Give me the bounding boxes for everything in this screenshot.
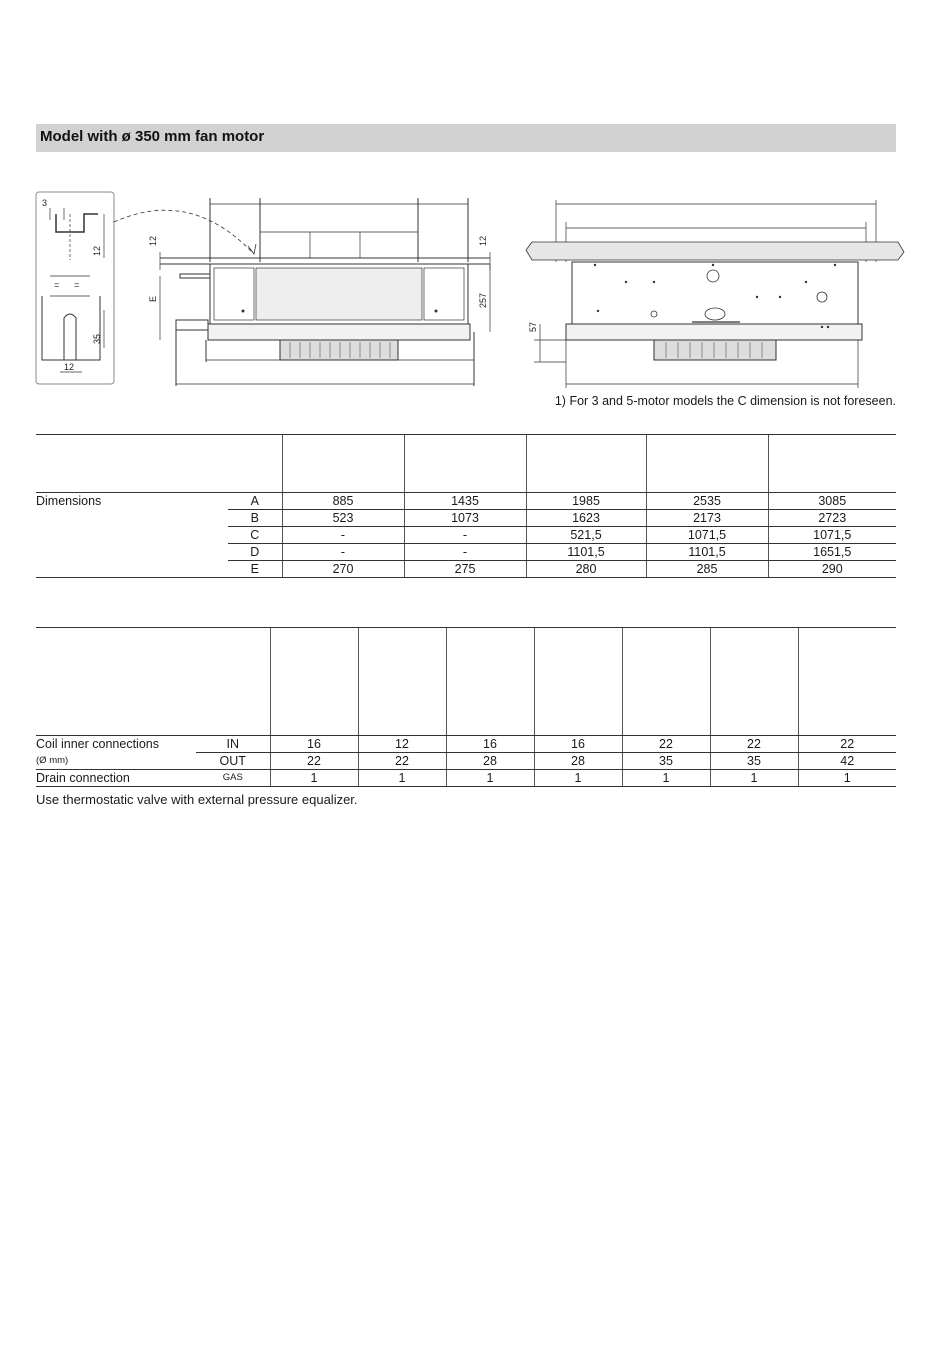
table-cell: -	[404, 544, 526, 561]
table-cell: 1071,5	[646, 527, 768, 544]
table-cell: 1651,5	[768, 544, 896, 561]
table-cell: -	[404, 527, 526, 544]
row-key: C	[228, 527, 282, 544]
table-row	[36, 510, 896, 527]
table-cell: 2723	[768, 510, 896, 527]
table-cell: 2535	[646, 493, 768, 510]
row-key: OUT	[196, 753, 270, 770]
table-cell: 22	[798, 736, 896, 753]
row-key: E	[228, 561, 282, 578]
table-cell: 1073	[404, 510, 526, 527]
dim-e: E	[148, 295, 158, 302]
table-cell: 1	[446, 770, 534, 787]
dim-257: 257	[478, 292, 488, 308]
table-cell: 1	[710, 770, 798, 787]
table-cell: 1101,5	[646, 544, 768, 561]
table-cell: 12	[358, 736, 446, 753]
dimensions-table	[36, 434, 896, 578]
table-cell: 22	[710, 736, 798, 753]
table-row	[36, 561, 896, 578]
row-key: GAS	[196, 770, 270, 787]
connections-table	[36, 627, 896, 787]
table-cell: 280	[526, 561, 646, 578]
valve-note: Use thermostatic valve with external pressure equalizer.	[36, 792, 358, 807]
table-cell: 28	[534, 753, 622, 770]
footnote: 1) For 3 and 5-motor models the C dimension is not foreseen.	[554, 394, 896, 408]
table-row	[36, 736, 896, 753]
table-cell: 16	[270, 736, 358, 753]
diameter-unit-label: (Ø mm)	[36, 753, 196, 770]
dim-12-left: 12	[148, 235, 158, 246]
dim-35: 35	[92, 333, 102, 344]
drain-connection-label: Drain connection	[36, 770, 196, 787]
table-row	[36, 753, 896, 770]
table-cell: 35	[710, 753, 798, 770]
table-cell: -	[282, 544, 404, 561]
dim-eq-2: =	[74, 280, 80, 290]
table-cell: 523	[282, 510, 404, 527]
table-cell: 275	[404, 561, 526, 578]
table-cell: 42	[798, 753, 896, 770]
table-cell: 28	[446, 753, 534, 770]
technical-drawing	[0, 0, 950, 420]
table-cell: 885	[282, 493, 404, 510]
dimensions-label: Dimensions	[36, 494, 102, 509]
dim-12-bottom: 12	[64, 362, 75, 372]
table-cell: -	[282, 527, 404, 544]
dimensions-header-row	[36, 435, 896, 493]
row-key: IN	[196, 736, 270, 753]
row-key: D	[228, 544, 282, 561]
table-cell: 1	[798, 770, 896, 787]
table-cell: 22	[270, 753, 358, 770]
table-cell: 290	[768, 561, 896, 578]
dim-3: 3	[42, 198, 48, 208]
table-row	[36, 544, 896, 561]
table-cell: 16	[534, 736, 622, 753]
section-title: Model with ø 350 mm fan motor	[40, 128, 265, 145]
table-cell: 2173	[646, 510, 768, 527]
dim-12-inset: 12	[92, 245, 102, 256]
table-row	[36, 527, 896, 544]
table-cell: 1	[270, 770, 358, 787]
row-key: A	[228, 493, 282, 510]
table-cell: 35	[622, 753, 710, 770]
table-cell: 1623	[526, 510, 646, 527]
coil-connections-label: Coil inner connections	[36, 737, 159, 752]
table-cell: 3085	[768, 493, 896, 510]
table-cell: 1	[534, 770, 622, 787]
table-cell: 521,5	[526, 527, 646, 544]
table-cell: 1101,5	[526, 544, 646, 561]
dim-eq-1: =	[54, 280, 60, 290]
table-cell: 16	[446, 736, 534, 753]
table-cell: 1435	[404, 493, 526, 510]
table-cell: 1985	[526, 493, 646, 510]
table-cell: 1	[622, 770, 710, 787]
table-row	[36, 770, 896, 787]
table-cell: 1071,5	[768, 527, 896, 544]
table-cell: 1	[358, 770, 446, 787]
table-cell: 22	[358, 753, 446, 770]
dim-12-right: 12	[478, 235, 488, 246]
table-row	[36, 493, 896, 510]
table-cell: 22	[622, 736, 710, 753]
table-cell: 285	[646, 561, 768, 578]
row-key: B	[228, 510, 282, 527]
table-cell: 270	[282, 561, 404, 578]
connections-header-row	[36, 628, 896, 736]
dim-57: 57	[528, 321, 538, 332]
